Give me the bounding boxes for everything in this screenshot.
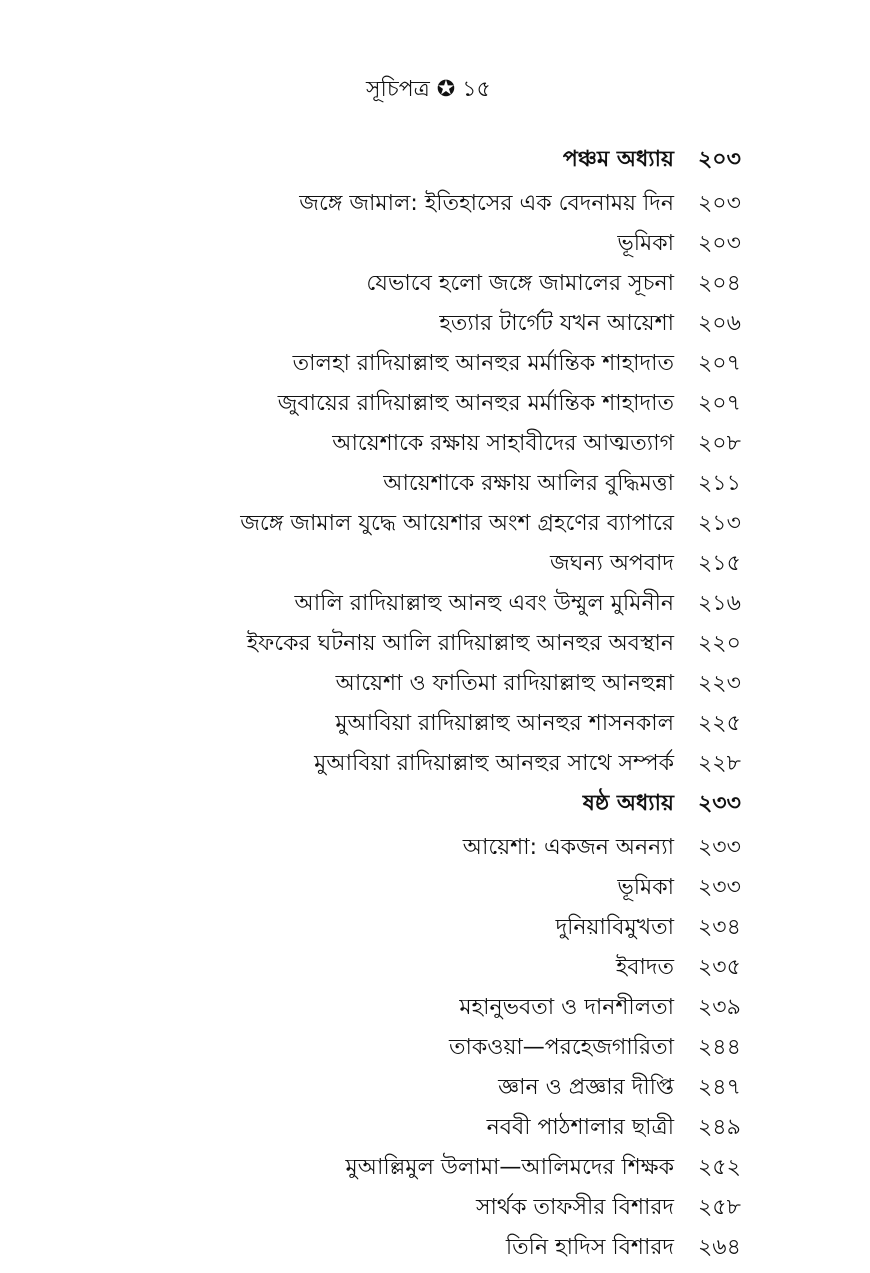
page-number: ২৬৪ bbox=[698, 1235, 741, 1260]
entry-title: আয়েশা ও ফাতিমা রাদিয়াল্লাহু আনহুন্না bbox=[335, 671, 674, 696]
toc-entry bbox=[0, 506, 870, 542]
entry-title: ইফকের ঘটনায় আলি রাদিয়াল্লাহু আনহুর অবস্থান bbox=[246, 631, 674, 656]
entry-title: জঘন্য অপবাদ bbox=[550, 551, 674, 576]
page-number: ২৪৪ bbox=[698, 1035, 741, 1060]
entry-title: দুনিয়াবিমুখতা bbox=[555, 915, 674, 940]
page-number: ২৪৯ bbox=[698, 1115, 741, 1140]
entry-title: তাকওয়া—পরহেজগারিতা bbox=[448, 1035, 674, 1060]
page-number: ২১৩ bbox=[698, 511, 741, 536]
entry-title: মুআল্লিমুল উলামা—আলিমদের শিক্ষক bbox=[345, 1155, 674, 1180]
page-number: ২১৫ bbox=[698, 551, 741, 576]
entry-title: সার্থক তাফসীর বিশারদ bbox=[475, 1195, 674, 1220]
entry-title: তিনি হাদিস বিশারদ bbox=[505, 1235, 674, 1260]
page-number: ২৩৪ bbox=[698, 915, 741, 940]
entry-title: নববী পাঠশালার ছাত্রী bbox=[486, 1115, 674, 1140]
toc-entry bbox=[0, 1070, 870, 1106]
toc-entry bbox=[0, 1030, 870, 1066]
entry-title: যেভাবে হলো জঙ্গে জামালের সূচনা bbox=[366, 271, 674, 296]
toc-entry bbox=[0, 266, 870, 302]
toc-entry bbox=[0, 346, 870, 382]
page-number: ২০৩ bbox=[698, 191, 741, 216]
entry-title: তালহা রাদিয়াল্লাহু আনহুর মর্মান্তিক শাহাদাত bbox=[292, 351, 674, 376]
toc-entry bbox=[0, 1230, 870, 1266]
entry-title: জুবায়ের রাদিয়াল্লাহু আনহুর মর্মান্তিক শাহাদাত bbox=[277, 391, 674, 416]
chapter-title: ষষ্ঠ অধ্যায় bbox=[582, 791, 674, 816]
entry-title: জঙ্গে জামাল যুদ্ধে আয়েশার অংশ গ্রহণের ব্যাপারে bbox=[240, 511, 674, 536]
page-number: ২০৮ bbox=[698, 431, 741, 456]
toc-entry bbox=[0, 426, 870, 462]
page-number: ২৩৩ bbox=[698, 875, 741, 900]
entry-title: জ্ঞান ও প্রজ্ঞার দীপ্তি bbox=[498, 1075, 674, 1100]
chapter-title: পঞ্চম অধ্যায় bbox=[562, 147, 674, 172]
page-number: ২২৫ bbox=[698, 711, 741, 736]
page-number: ২৫২ bbox=[698, 1155, 741, 1180]
toc-entry bbox=[0, 466, 870, 502]
entry-title: মুআবিয়া রাদিয়াল্লাহু আনহুর শাসনকাল bbox=[335, 711, 674, 736]
toc-entry bbox=[0, 706, 870, 742]
page-number: ২০৭ bbox=[698, 391, 741, 416]
page-number: ২২৩ bbox=[698, 671, 741, 696]
entry-title: আলি রাদিয়াল্লাহু আনহু এবং উম্মুল মুমিনীন bbox=[294, 591, 674, 616]
toc-entry bbox=[0, 226, 870, 262]
entry-title: আয়েশাকে রক্ষায় আলির বুদ্ধিমত্তা bbox=[383, 471, 674, 496]
entry-title: মুআবিয়া রাদিয়াল্লাহু আনহুর সাথে সম্পর্ক bbox=[314, 751, 674, 776]
toc-entry bbox=[0, 870, 870, 906]
entry-title: আয়েশা: একজন অনন্যা bbox=[462, 835, 674, 860]
toc-entry bbox=[0, 1110, 870, 1146]
toc-entry bbox=[0, 910, 870, 946]
toc-entry bbox=[0, 306, 870, 342]
entry-title: হত্যার টার্গেট যখন আয়েশা bbox=[439, 311, 674, 336]
page-header: সূচিপত্র ✪ ১৫ bbox=[366, 77, 491, 102]
page-number: ২০৭ bbox=[698, 351, 741, 376]
page-number: ২০৩ bbox=[698, 231, 741, 256]
toc-entry bbox=[0, 386, 870, 422]
page-number: ২০৬ bbox=[698, 311, 741, 336]
entry-title: আয়েশাকে রক্ষায় সাহাবীদের আত্মত্যাগ bbox=[332, 431, 674, 456]
page-number: ২১৬ bbox=[698, 591, 741, 616]
toc-entry bbox=[0, 1150, 870, 1186]
toc-entry bbox=[0, 186, 870, 222]
page-number: ২৫৮ bbox=[698, 1195, 741, 1220]
entry-title: ভূমিকা bbox=[617, 875, 674, 900]
page-number: ২১১ bbox=[698, 471, 741, 496]
toc-entry bbox=[0, 746, 870, 782]
entry-title: ইবাদত bbox=[615, 955, 674, 980]
toc-chapter-heading bbox=[0, 142, 870, 178]
page-number: ২২০ bbox=[698, 631, 741, 656]
toc-entry bbox=[0, 546, 870, 582]
toc-entry bbox=[0, 626, 870, 662]
page-number: ২০৩ bbox=[698, 147, 741, 172]
toc-entry bbox=[0, 830, 870, 866]
page-number: ২৩৩ bbox=[698, 835, 741, 860]
page-number: ২৩৯ bbox=[698, 995, 741, 1020]
toc-entry bbox=[0, 990, 870, 1026]
toc-entry bbox=[0, 950, 870, 986]
page-number: ২৩৩ bbox=[698, 791, 741, 816]
page-number: ২২৮ bbox=[698, 751, 741, 776]
toc-chapter-heading bbox=[0, 786, 870, 822]
toc-entry bbox=[0, 586, 870, 622]
page-number: ২৩৫ bbox=[698, 955, 741, 980]
toc-entry bbox=[0, 666, 870, 702]
entry-title: জঙ্গে জামাল: ইতিহাসের এক বেদনাময় দিন bbox=[299, 191, 674, 216]
page-number: ২৪৭ bbox=[698, 1075, 741, 1100]
toc-entry bbox=[0, 1190, 870, 1226]
entry-title: ভূমিকা bbox=[617, 231, 674, 256]
page-number: ২০৪ bbox=[698, 271, 741, 296]
entry-title: মহানুভবতা ও দানশীলতা bbox=[459, 995, 674, 1020]
